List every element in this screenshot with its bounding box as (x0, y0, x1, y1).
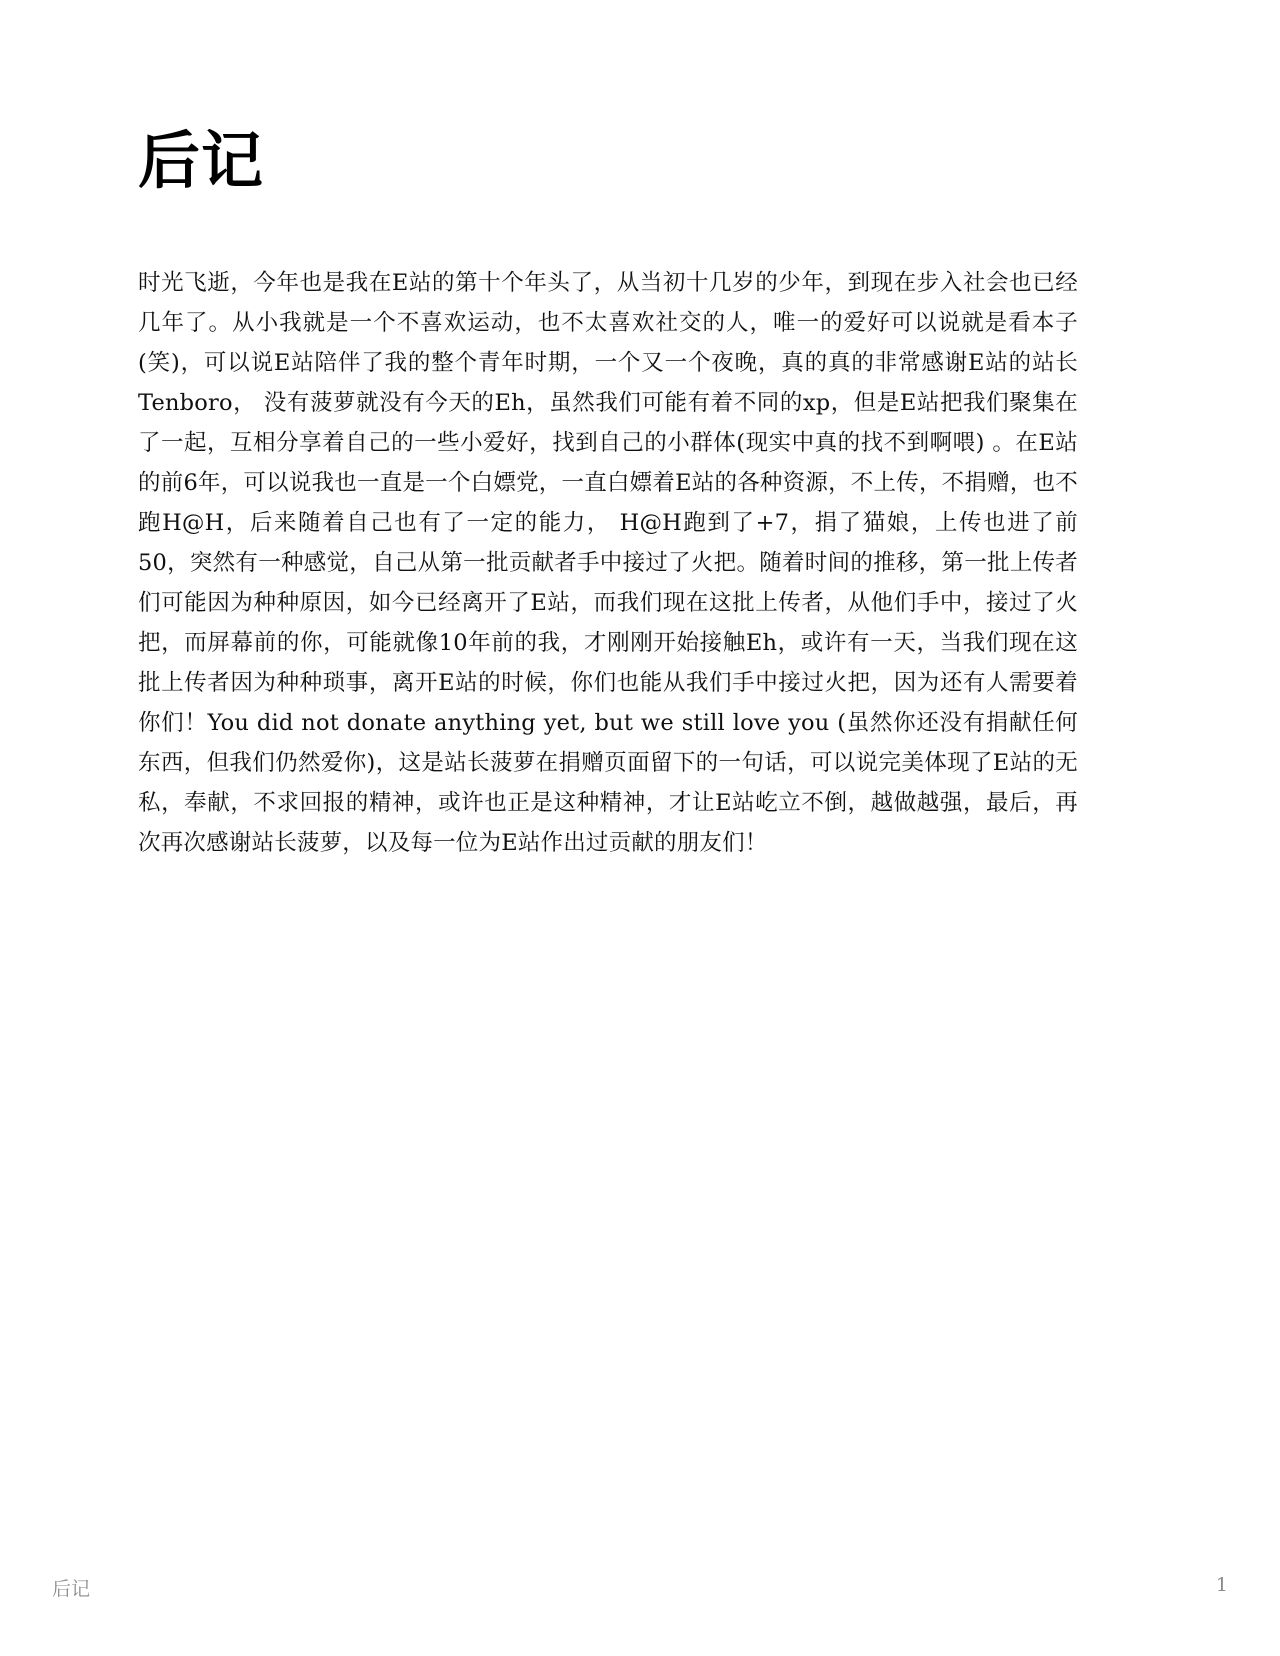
footer-section-label: 后记 (52, 1578, 91, 1600)
body-paragraph: 时光飞逝，今年也是我在E站的第十个年头了，从当初十几岁的少年，到现在步入社会也已经几年了。从小我就是一个不喜欢运动，也不太喜欢社交的人，唯一的爱好可以说就是看本子(笑)，可以说E站陪伴了我的整个青年时期，一个又一个夜晚，真的真的非常感谢E站的站长Tenboro， 没有菠萝就没有今天的Eh，虽然我们可能有着不同的xp，但是E站把我们聚集在了一起，互相分享着自己的一些小爱好，找到自己的小群体(现实中真的找不到啊喂) 。在E站的前6年，可以说我也一直是一个白嫖党，一直白嫖着E站的各种资源，不上传，不捐赠，也不跑H@H，后来随着自己也有了一定的能力， H@H跑到了+7，捐了猫娘，上传也进了前50，突然有一种感觉，自己从第一批贡献者手中接过了火把。随着时间的推移，第一批上传者们可能因为种种原因，如今已经离开了E站，而我们现在这批上传者，从他们手中，接过了火把，而屏幕前的你，可能就像10年前的我，才刚刚开始接触Eh，或许有一天，当我们现在这批上传者因为种种琐事，离开E站的时候，你们也能从我们手中接过火把，因为还有人需要着你们！You did not donate anything yet, but we still love you (虽然你还没有捐献任何东西，但我们仍然爱你)，这是站长菠萝在捐赠页面留下的一句话，可以说完美体现了E站的无私，奉献，不求回报的精神，或许也正是这种精神，才让E站屹立不倒，越做越强，最后，再次再次感谢站长菠萝，以及每一位为E站作出过贡献的朋友们！ (138, 270, 1078, 857)
page-footer (0, 1574, 1280, 1598)
footer-page-number: 1 (1215, 1574, 1228, 1596)
document-content (138, 124, 1078, 863)
page-title: 后记 (138, 124, 265, 197)
